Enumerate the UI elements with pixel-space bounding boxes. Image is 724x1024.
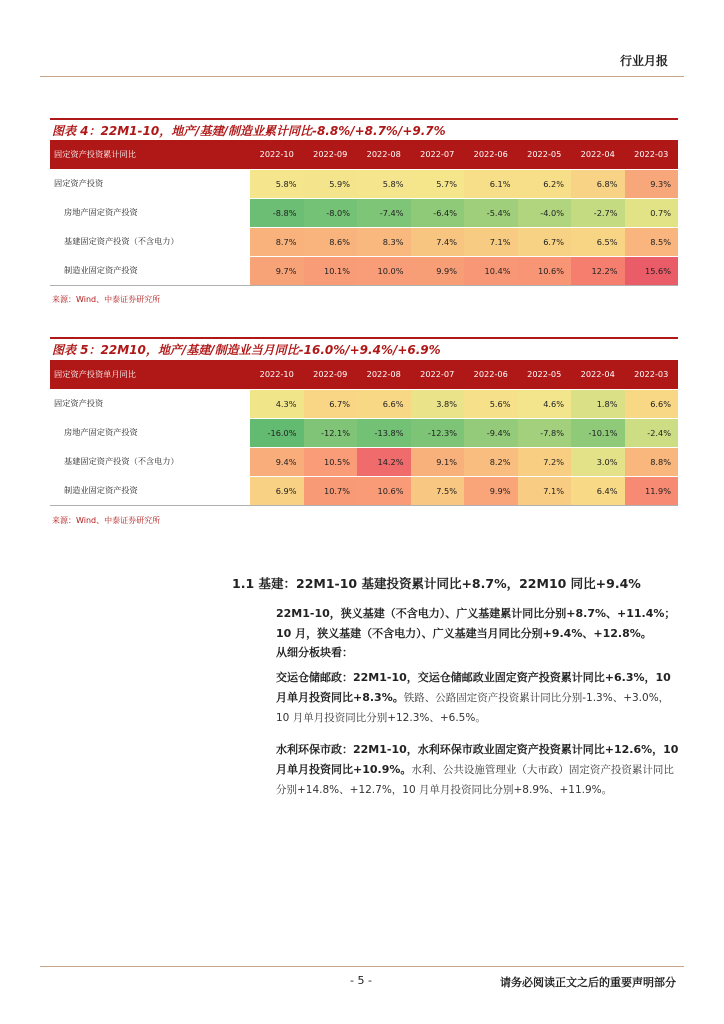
figure4-title: 图表 4：22M1-10，地产/基建/制造业累计同比-8.8%/+8.7%/+9.7% xyxy=(50,118,678,138)
overview-line-3: 从细分板块看： xyxy=(276,646,353,659)
row-label: 房地产固定资产投资 xyxy=(50,198,250,227)
heatmap-cell: 7.4% xyxy=(411,227,465,256)
heatmap-cell: 5.9% xyxy=(304,169,358,198)
heatmap-cell: 10.0% xyxy=(357,256,411,285)
heatmap-cell: 6.7% xyxy=(518,227,572,256)
paragraph-transport xyxy=(276,668,680,729)
figure5-column-header: 2022-04 xyxy=(571,360,625,389)
figure4-source: 来源：Wind、中泰证券研究所 xyxy=(52,295,161,304)
heatmap-cell: -16.0% xyxy=(250,418,304,447)
heatmap-cell: 11.9% xyxy=(625,476,679,505)
transport-detail: 铁路、公路固定资产投资累计同比分别-1.3%、+3.0%，10 月单月投资同比分别+12.3%、+6.5%。 xyxy=(276,691,670,724)
row-label: 固定资产投资 xyxy=(50,169,250,198)
table-row xyxy=(50,256,678,285)
heatmap-cell: -12.1% xyxy=(304,418,358,447)
paragraph-overview xyxy=(276,604,680,663)
heatmap-cell: 9.1% xyxy=(411,447,465,476)
figure4-column-header: 2022-06 xyxy=(464,140,518,169)
figure5-header-row xyxy=(50,360,678,389)
figure4-column-header: 2022-09 xyxy=(304,140,358,169)
heatmap-cell: 10.5% xyxy=(304,447,358,476)
heatmap-cell: -7.4% xyxy=(357,198,411,227)
table-row xyxy=(50,476,678,505)
heatmap-cell: 6.4% xyxy=(571,476,625,505)
row-label: 基建固定资产投资（不含电力） xyxy=(50,227,250,256)
row-label: 固定资产投资 xyxy=(50,389,250,418)
table-row xyxy=(50,389,678,418)
table-row xyxy=(50,198,678,227)
page-number: - 5 - xyxy=(350,974,372,987)
overview-line-1: 22M1-10，狭义基建（不含电力）、广义基建累计同比分别+8.7%、+11.4%； xyxy=(276,607,676,620)
heatmap-cell: 5.8% xyxy=(250,169,304,198)
heatmap-cell: 6.5% xyxy=(571,227,625,256)
figure5-source: 来源：Wind、中泰证券研究所 xyxy=(52,516,161,525)
heatmap-cell: 5.7% xyxy=(411,169,465,198)
figure4-table xyxy=(50,140,678,286)
heatmap-cell: 10.4% xyxy=(464,256,518,285)
heatmap-cell: -2.7% xyxy=(571,198,625,227)
heatmap-cell: 7.1% xyxy=(464,227,518,256)
figure5-column-header: 2022-03 xyxy=(625,360,679,389)
table-row xyxy=(50,418,678,447)
row-label: 制造业固定资产投资 xyxy=(50,256,250,285)
heatmap-cell: 10.7% xyxy=(304,476,358,505)
heatmap-cell: -7.8% xyxy=(518,418,572,447)
heatmap-cell: 6.7% xyxy=(304,389,358,418)
heatmap-cell: -12.3% xyxy=(411,418,465,447)
header-divider xyxy=(40,76,684,77)
heatmap-cell: 3.8% xyxy=(411,389,465,418)
table-row xyxy=(50,227,678,256)
heatmap-cell: 9.9% xyxy=(411,256,465,285)
heatmap-cell: -6.4% xyxy=(411,198,465,227)
figure5-column-header: 2022-05 xyxy=(518,360,572,389)
figure4-column-header: 2022-10 xyxy=(250,140,304,169)
heatmap-cell: 1.8% xyxy=(571,389,625,418)
figure4-column-header: 2022-08 xyxy=(357,140,411,169)
overview-line-2: 10 月，狭义基建（不含电力）、广义基建当月同比分别+9.4%、+12.8%。 xyxy=(276,626,652,640)
figure5-column-header: 2022-10 xyxy=(250,360,304,389)
heatmap-cell: 8.6% xyxy=(304,227,358,256)
heatmap-cell: 4.3% xyxy=(250,389,304,418)
heatmap-cell: 0.7% xyxy=(625,198,679,227)
footer-disclaimer: 请务必阅读正文之后的重要声明部分 xyxy=(500,976,676,989)
heatmap-cell: 6.8% xyxy=(571,169,625,198)
figure4-header-row xyxy=(50,140,678,169)
table-row xyxy=(50,447,678,476)
figure4-corner-label: 固定资产投资累计同比 xyxy=(50,140,250,169)
heatmap-cell: 7.2% xyxy=(518,447,572,476)
heatmap-cell: 10.1% xyxy=(304,256,358,285)
heatmap-cell: -8.0% xyxy=(304,198,358,227)
heatmap-cell: 8.2% xyxy=(464,447,518,476)
figure5-title: 图表 5：22M10，地产/基建/制造业当月同比-16.0%/+9.4%/+6.9% xyxy=(50,337,678,357)
figure5-column-header: 2022-07 xyxy=(411,360,465,389)
heatmap-cell: 4.6% xyxy=(518,389,572,418)
transport-highlight: 交运仓储邮政：22M1-10，交运仓储邮政业固定资产投资累计同比+6.3%，10 月单月投资同比+8.3%。 xyxy=(276,671,671,704)
heatmap-cell: 8.8% xyxy=(625,447,679,476)
figure5-column-header: 2022-06 xyxy=(464,360,518,389)
heatmap-cell: 8.7% xyxy=(250,227,304,256)
water-env-highlight: 水利环保市政：22M1-10，水利环保市政业固定资产投资累计同比+12.6%，10 月单月投资同比+10.9%。 xyxy=(276,743,679,776)
heatmap-cell: 5.8% xyxy=(357,169,411,198)
figure5-corner-label: 固定资产投资单月同比 xyxy=(50,360,250,389)
heatmap-cell: 3.0% xyxy=(571,447,625,476)
figure4-column-header: 2022-07 xyxy=(411,140,465,169)
row-label: 基建固定资产投资（不含电力） xyxy=(50,447,250,476)
figure4-column-header: 2022-05 xyxy=(518,140,572,169)
heatmap-cell: 10.6% xyxy=(518,256,572,285)
heatmap-cell: 8.5% xyxy=(625,227,679,256)
heatmap-cell: -5.4% xyxy=(464,198,518,227)
heatmap-cell: 14.2% xyxy=(357,447,411,476)
heatmap-cell: 8.3% xyxy=(357,227,411,256)
heatmap-cell: 9.7% xyxy=(250,256,304,285)
figure5-column-header: 2022-09 xyxy=(304,360,358,389)
heatmap-cell: 5.6% xyxy=(464,389,518,418)
heatmap-cell: 12.2% xyxy=(571,256,625,285)
heatmap-cell: 9.3% xyxy=(625,169,679,198)
water-env-detail: 水利、公共设施管理业（大市政）固定资产投资累计同比分别+14.8%、+12.7%，10 月单月投资同比分别+8.9%、+11.9%。 xyxy=(276,763,674,796)
heatmap-cell: -2.4% xyxy=(625,418,679,447)
heatmap-cell: 6.2% xyxy=(518,169,572,198)
heatmap-cell: -9.4% xyxy=(464,418,518,447)
figure4-column-header: 2022-03 xyxy=(625,140,679,169)
row-label: 房地产固定资产投资 xyxy=(50,418,250,447)
heatmap-cell: 6.9% xyxy=(250,476,304,505)
heatmap-cell: -4.0% xyxy=(518,198,572,227)
heatmap-cell: 9.4% xyxy=(250,447,304,476)
heatmap-cell: -8.8% xyxy=(250,198,304,227)
row-label: 制造业固定资产投资 xyxy=(50,476,250,505)
heatmap-cell: 9.9% xyxy=(464,476,518,505)
heatmap-cell: -10.1% xyxy=(571,418,625,447)
table-row xyxy=(50,169,678,198)
figure5-table xyxy=(50,360,678,506)
heatmap-cell: 6.1% xyxy=(464,169,518,198)
heatmap-cell: 6.6% xyxy=(625,389,679,418)
heatmap-cell: 6.6% xyxy=(357,389,411,418)
heatmap-cell: 7.5% xyxy=(411,476,465,505)
heatmap-cell: 15.6% xyxy=(625,256,679,285)
heatmap-cell: 10.6% xyxy=(357,476,411,505)
paragraph-water-env xyxy=(276,740,680,801)
section-heading: 1.1 基建：22M1-10 基建投资累计同比+8.7%，22M10 同比+9.4% xyxy=(232,576,641,591)
heatmap-cell: -13.8% xyxy=(357,418,411,447)
figure4-column-header: 2022-04 xyxy=(571,140,625,169)
heatmap-cell: 7.1% xyxy=(518,476,572,505)
footer-divider xyxy=(40,966,684,967)
report-type-label: 行业月报 xyxy=(619,54,668,68)
figure5-column-header: 2022-08 xyxy=(357,360,411,389)
